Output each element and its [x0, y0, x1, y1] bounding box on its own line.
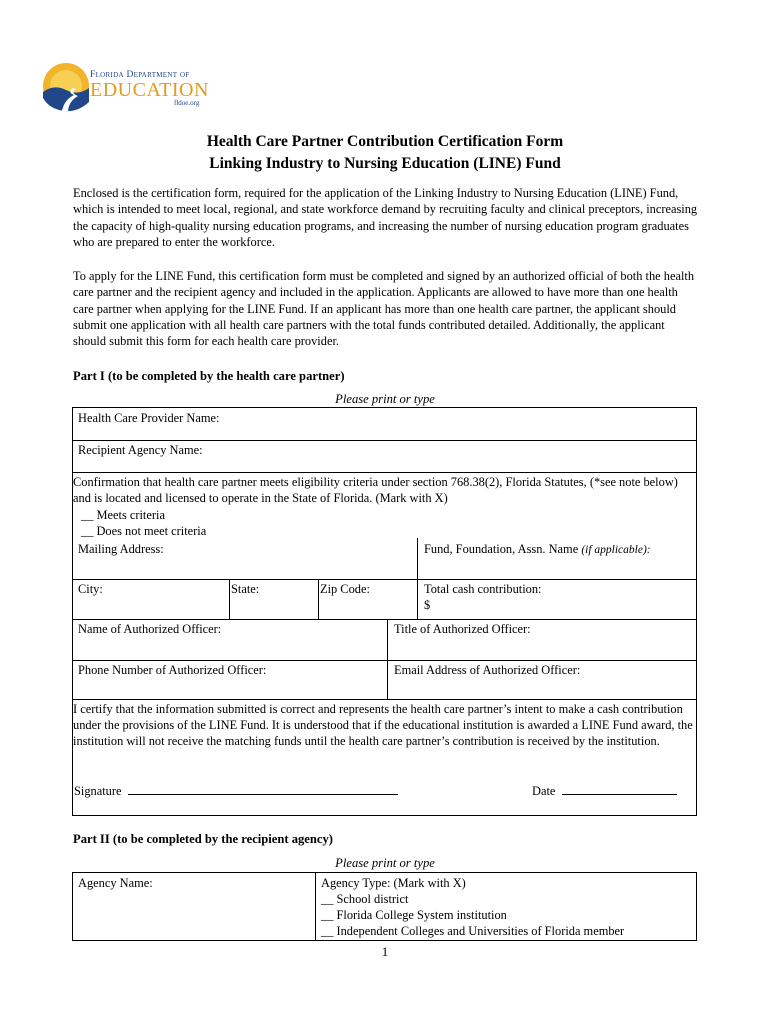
- part2-form-table: [72, 872, 697, 941]
- date-field[interactable]: [532, 783, 677, 799]
- form-subtitle: Linking Industry to Nursing Education (LINE) Fund: [209, 155, 561, 172]
- officer-name-field[interactable]: Name of Authorized Officer:: [78, 622, 222, 636]
- meets-criteria-checkbox[interactable]: __ Meets criteria: [81, 508, 165, 522]
- zip-code-field[interactable]: Zip Code:: [320, 582, 370, 596]
- signature-label: Signature: [74, 784, 122, 798]
- not-meets-criteria-checkbox[interactable]: __ Does not meet criteria: [81, 524, 207, 538]
- officer-phone-field[interactable]: Phone Number of Authorized Officer:: [78, 663, 267, 677]
- eligibility-confirmation-text: Confirmation that health care partner meets eligibility criteria under section 768.38(2), Florida Statutes, (*see note below) and is located and licensed to operate in the State of Florida. (Mark with X): [73, 475, 678, 505]
- intro-paragraph-2: To apply for the LINE Fund, this certification form must be completed and signed by an authorized official of both the health care partner and the recipient agency and included in the application. Applicants are allowed to have more than one health care partner when applying for the LINE Fund. If an applicant has more than one health care partner, the applicant should submit one application with all health care partners with the total funds contributed detailed. Additionally, the applicant should submit this form for each health care provider.: [73, 269, 695, 349]
- state-field[interactable]: State:: [231, 582, 260, 596]
- independent-colleges-option[interactable]: __ Independent Colleges and Universities of Florida member: [321, 924, 625, 938]
- fund-name-note: (if applicable):: [581, 544, 651, 556]
- agency-type-label: Agency Type: (Mark with X): [321, 876, 466, 890]
- officer-email-field[interactable]: Email Address of Authorized Officer:: [394, 663, 581, 677]
- part1-heading: Part I (to be completed by the health care partner): [73, 369, 345, 383]
- officer-title-field[interactable]: Title of Authorized Officer:: [394, 622, 531, 636]
- mailing-address-field[interactable]: Mailing Address:: [78, 542, 164, 556]
- form-title: Health Care Partner Contribution Certification Form: [206, 133, 564, 150]
- date-label: Date: [532, 784, 556, 798]
- logo-line1: Florida Department of: [90, 70, 190, 80]
- page-number: 1: [381, 944, 389, 959]
- part2-print-note: Please print or type: [335, 856, 435, 870]
- part1-form-table: [72, 407, 697, 816]
- provider-name-field[interactable]: Health Care Provider Name:: [78, 411, 220, 425]
- fund-name-label: Fund, Foundation, Assn. Name: [424, 542, 579, 556]
- fund-name-field[interactable]: [424, 541, 651, 558]
- logo-line3: fldoe.org: [174, 99, 200, 107]
- total-cash-contribution-field[interactable]: Total cash contribution:: [424, 582, 542, 596]
- fldoe-logo: [40, 62, 215, 112]
- dollar-sign: $: [424, 598, 431, 612]
- school-district-option[interactable]: __ School district: [321, 892, 409, 906]
- intro-paragraph-1: Enclosed is the certification form, required for the application of the Linking Industry to Nursing Education (LINE) Fund, which is intended to meet local, regional, and state workforce demand by recruiting faculty and clinical preceptors, increasing the capacity of high-quality nursing education programs, and increasing the number of nursing education program graduates who are prepared to enter the workforce.: [73, 186, 698, 249]
- logo-line2: EDUCATION: [90, 79, 209, 101]
- signature-field[interactable]: [74, 783, 398, 799]
- agency-name-field[interactable]: Agency Name:: [78, 876, 153, 890]
- city-field[interactable]: City:: [78, 582, 103, 596]
- certification-statement: I certify that the information submitted is correct and represents the health care partner’s intent to make a cash contribution under the provisions of the LINE Fund. It is understood that if the educational institution is awarded a LINE Fund award, the institution will not receive the matching funds until the health care partner’s contribution is received by the institution.: [73, 702, 693, 748]
- part1-print-note: Please print or type: [335, 392, 435, 406]
- florida-college-option[interactable]: __ Florida College System institution: [321, 908, 507, 922]
- recipient-agency-field[interactable]: Recipient Agency Name:: [78, 443, 203, 457]
- part2-heading: Part II (to be completed by the recipient agency): [73, 832, 333, 846]
